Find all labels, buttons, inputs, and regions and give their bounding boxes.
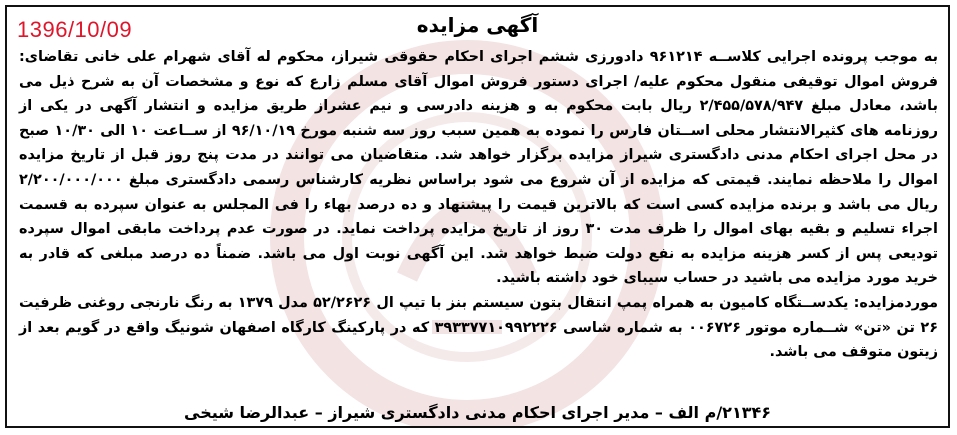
notice-title: آگهی مزایده xyxy=(416,13,539,37)
auction-item-paragraph: موردمزایده: یکدســتگاه کامیون به همراه پمپ انتقال بتون سیستم بنز با تیپ ال ۵۲/۲۶۲۶ مدل ۱۳۷۹ به رنگ نارنجی روغنی ظرفیت ۲۶ تن «تن» شــماره موتور ۰۰۶۷۲۶ به شماره شاسی ۳۹۳۳۷۷۱۰۹۹۲۲۲۶ که در پارکینگ کارگاه اصفهان شونیگ واقع در گویم بعد از زیتون متوقف می باشد. xyxy=(19,294,939,361)
date-stamp: 1396/10/09 xyxy=(17,17,133,42)
auction-notice xyxy=(5,5,950,428)
notice-body xyxy=(19,45,938,365)
notice-signature: ۲۱۳۴۶/م الف – مدیر اجرای احکام مدنی دادگستری شیراز – عبدالرضا شیخی xyxy=(184,403,771,422)
notice-paragraph: به موجب پرونده اجرایی کلاســه ۹۶۱۲۱۴ دادورزی ششم اجرای احکام حقوقی شیراز، محکوم له آقای شهرام علی خانی تقاضای: فروش اموال توقیفی منقول محکوم علیه/ اجرای دستور فروش اموال آقای مسلم زارع که نوع و مشخصات آن به شرح ذیل می باشد، معادل مبلغ ۲/۴۵۵/۵۷۸/۹۴۷ ریال بابت محکوم به و هزینه دادرسی و نیم عشراز طریق مزایده و انتشار آگهی در یکی از روزنامه های کثیرالانتشار محلی اســتان فارس را نموده به همین سبب روز سه شنبه مورخ ۹۶/۱۰/۱۹ از ســاعت ۱۰ الی ۱۰/۳۰ صبح در محل اجرای احکام مدنی دادگستری شیراز مزایده برگزار خواهد شد. متقاضیان می توانند در مدت پنج روز قبل از تاریخ مزایده اموال را ملاحظه نمایند. قیمتی که مزایده از آن شروع می شود براساس نظریه کارشناس رسمی دادگستری مبلغ ۲/۲۰۰/۰۰۰/۰۰۰ ریال می باشد و برنده مزایده کسی است که بالاترین قیمت را پیشنهاد و ده درصد بهاء را فی المجلس به عنوان سپرده به قسمت اجراء تسلیم و بقیه بهای اموال را ظرف مدت ۳۰ روز از تاریخ مزایده پرداخت نماید. در صورت عدم پرداخت مابقی اموال سپرده تودیعی پس از کسر هزینه مزایده به نفع دولت ضبط خواهد شد. این آگهی نوبت اول می باشد. ضمناً ده درصد مبلغی که قادر به خرید مورد مزایده می باشید در حساب سیبای خود داشته باشید. xyxy=(19,49,938,287)
